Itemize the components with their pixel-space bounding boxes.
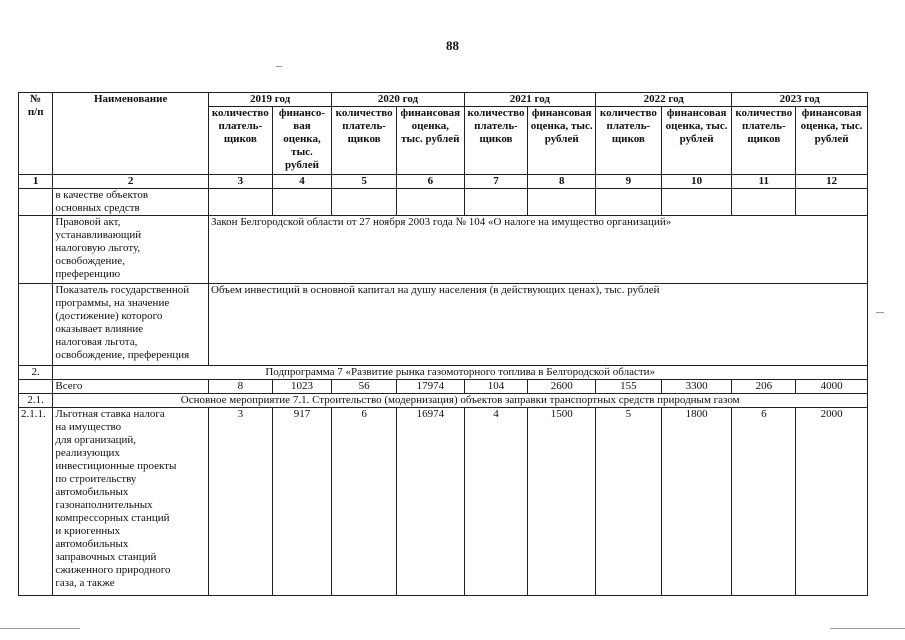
- table-row: [19, 189, 868, 216]
- header-year-2020: 2020 год: [332, 93, 464, 107]
- total-value: 4000: [796, 380, 868, 394]
- item-value: 1800: [661, 408, 732, 596]
- table-row: [19, 216, 868, 284]
- item-value: 6: [332, 408, 397, 596]
- table-row: [19, 394, 868, 408]
- total-value: 1023: [272, 380, 332, 394]
- total-value: 2600: [528, 380, 596, 394]
- indicator-value: Объем инвестиций в основной капитал на душу населения (в действующих ценах), тыс. рублей: [209, 284, 868, 366]
- item-num: 2.1.1.: [19, 408, 53, 596]
- total-row: [19, 380, 868, 394]
- total-value: 104: [464, 380, 528, 394]
- header-year-2022: 2022 год: [596, 93, 732, 107]
- item-value: 6: [732, 408, 796, 596]
- subheader-finance-2023: финансовая оценка, тыс. рублей: [796, 107, 868, 175]
- legal-act-label: Правовой акт, устанавливающий налоговую льготу, освобождение, преференцию: [53, 216, 209, 284]
- scan-artifact: [876, 312, 884, 313]
- column-number: 4: [272, 175, 332, 189]
- scan-artifact: [276, 66, 282, 67]
- subheader-count-2020: количество платель- щиков: [332, 107, 397, 175]
- subheader-count-2021: количество платель- щиков: [464, 107, 528, 175]
- header-num: № п/п: [19, 93, 53, 175]
- column-number: 11: [732, 175, 796, 189]
- total-value: 56: [332, 380, 397, 394]
- item-value: 16974: [396, 408, 464, 596]
- continuation-name: в качестве объектов основных средств: [53, 189, 209, 216]
- scan-artifact: [830, 628, 905, 629]
- item-name: Льготная ставка налога на имущество для организаций, реализующих инвестиционные проекты по строительству автомобильных газонаполнительных компрессорных станций и криогенных автомобильных заправочных станций сжиженного природного газа, а также: [53, 408, 209, 596]
- subprogram-num: 2.: [19, 366, 53, 380]
- column-number: 10: [661, 175, 732, 189]
- column-number: 7: [464, 175, 528, 189]
- total-value: 206: [732, 380, 796, 394]
- subheader-finance-2021: финансовая оценка, тыс. рублей: [528, 107, 596, 175]
- table-row: [19, 284, 868, 366]
- tax-benefit-table: [18, 92, 868, 596]
- activity-num: 2.1.: [19, 394, 53, 408]
- header-year-2023: 2023 год: [732, 93, 868, 107]
- activity-title: Основное мероприятие 7.1. Строительство (модернизация) объектов заправки транспортных средств природным газом: [53, 394, 868, 408]
- header-name: Наименование: [53, 93, 209, 175]
- column-numbers-row: [19, 175, 868, 189]
- indicator-label: Показатель государственной программы, на значение (достижение) которого оказывает влияние налоговая льгота, освобождение, преференция: [53, 284, 209, 366]
- subheader-finance-2022: финансовая оценка, тыс. рублей: [661, 107, 732, 175]
- table-row: [19, 366, 868, 380]
- subheader-count-2019: количество платель- щиков: [209, 107, 273, 175]
- column-number: 3: [209, 175, 273, 189]
- column-number: 5: [332, 175, 397, 189]
- item-value: 917: [272, 408, 332, 596]
- column-number: 6: [396, 175, 464, 189]
- item-value: 5: [596, 408, 662, 596]
- header-year-2019: 2019 год: [209, 93, 332, 107]
- scan-artifact: [0, 628, 80, 629]
- column-number: 12: [796, 175, 868, 189]
- item-value: 1500: [528, 408, 596, 596]
- header-year-2021: 2021 год: [464, 93, 595, 107]
- item-value: 2000: [796, 408, 868, 596]
- table-row: [19, 408, 868, 596]
- subheader-count-2023: количество платель- щиков: [732, 107, 796, 175]
- legal-act-value: Закон Белгородской области от 27 ноября 2003 года № 104 «О налоге на имущество организаций»: [209, 216, 868, 284]
- item-value: 3: [209, 408, 273, 596]
- total-value: 17974: [396, 380, 464, 394]
- column-number: 1: [19, 175, 53, 189]
- column-number: 2: [53, 175, 209, 189]
- column-number: 8: [528, 175, 596, 189]
- total-value: 8: [209, 380, 273, 394]
- subheader-count-2022: количество платель- щиков: [596, 107, 662, 175]
- subheader-finance-2020: финансовая оценка, тыс. рублей: [396, 107, 464, 175]
- page-number: 88: [446, 38, 459, 53]
- column-number: 9: [596, 175, 662, 189]
- subheader-finance-2019: финансо- вая оценка, тыс. рублей: [272, 107, 332, 175]
- subprogram-title: Подпрограмма 7 «Развитие рынка газомоторного топлива в Белгородской области»: [53, 366, 868, 380]
- item-value: 4: [464, 408, 528, 596]
- total-value: 3300: [661, 380, 732, 394]
- total-value: 155: [596, 380, 662, 394]
- total-label: Всего: [53, 380, 209, 394]
- row-num-cell: [19, 189, 53, 216]
